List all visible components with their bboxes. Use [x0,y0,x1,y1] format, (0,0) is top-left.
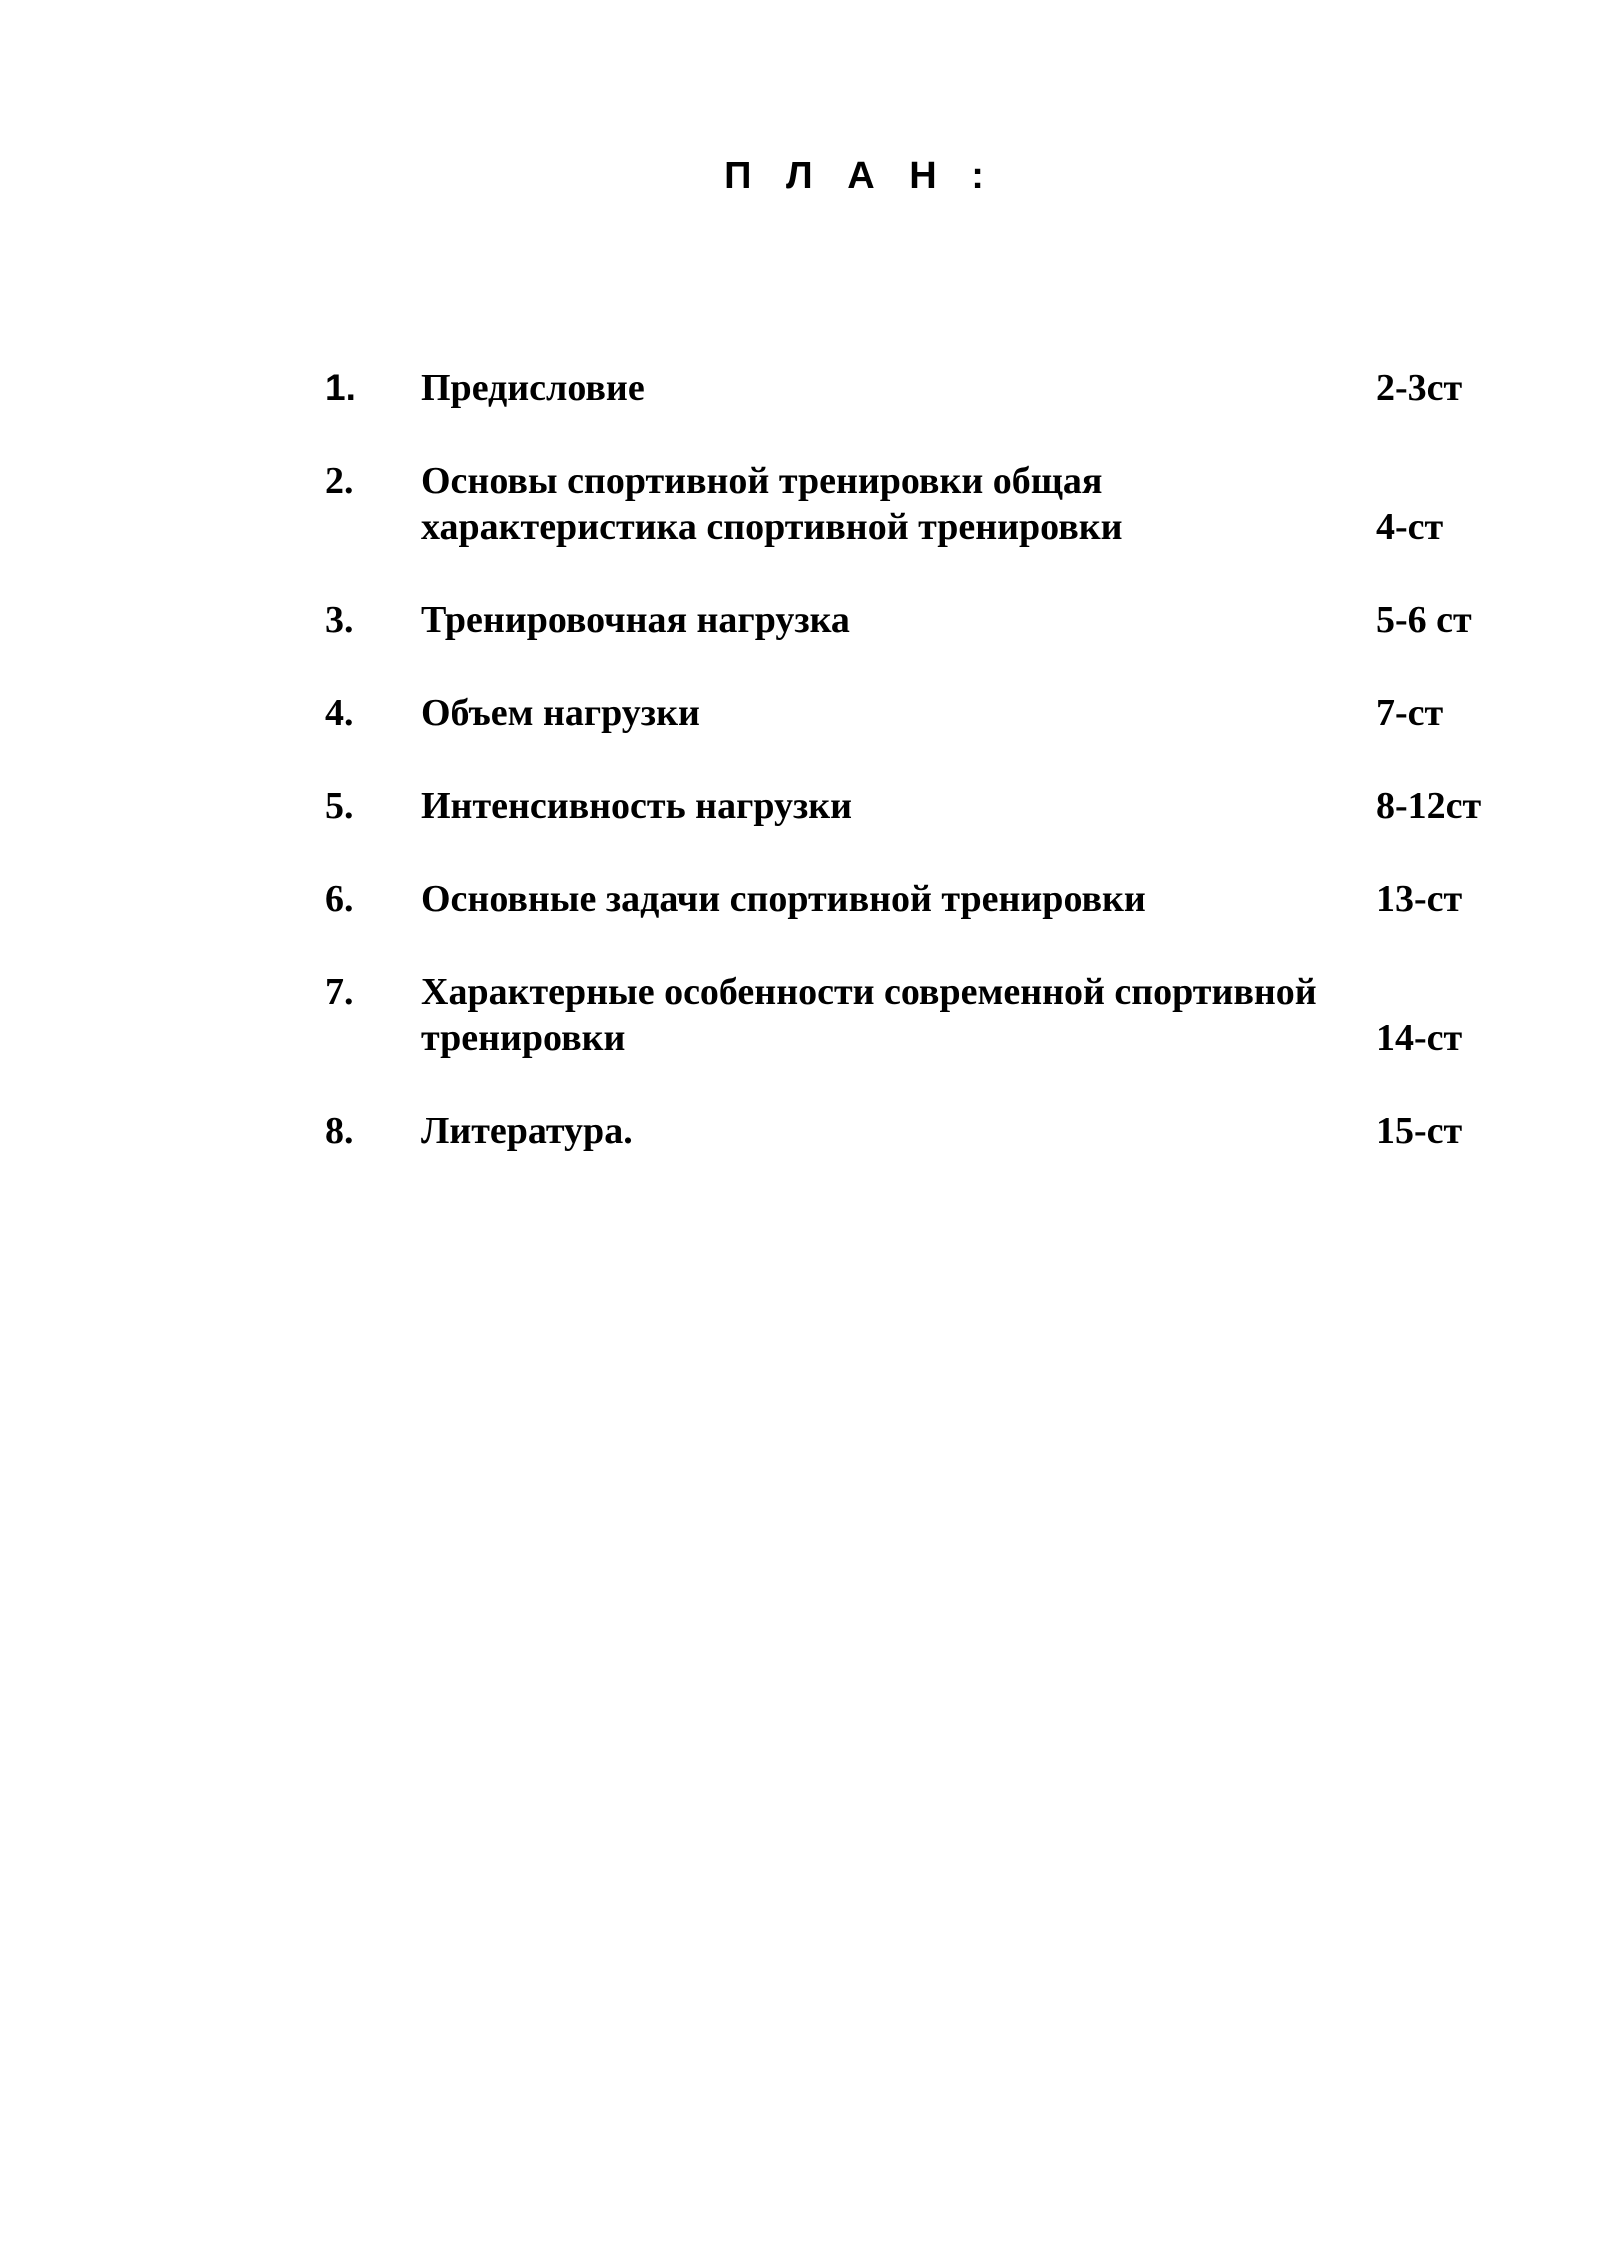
page-title: П Л А Н : [724,155,996,197]
toc-item-title-line: Тренировочная нагрузка [421,599,850,641]
toc-item-number: 8. [325,1110,354,1152]
toc-item-title [421,1108,1381,1154]
toc-item-page: 5-6 ст [1376,599,1472,641]
toc-item-title-line: Объем нагрузки [421,692,700,734]
toc-item-page: 2-3ст [1376,367,1463,409]
toc-item-number: 5. [325,785,354,827]
toc-item-title [421,458,1381,550]
toc-item-title-line: Основы спортивной тренировки общая [421,460,1103,502]
toc-item-title [421,783,1381,829]
toc-item-page: 14-ст [1376,1017,1463,1059]
toc-item-number: 2. [325,460,354,502]
toc-item-number: 6. [325,878,354,920]
toc-item-number: 4. [325,692,354,734]
toc-item-title-line: Основные задачи спортивной тренировки [421,878,1146,920]
toc-item-page: 13-ст [1376,878,1463,920]
toc-item-page: 8-12ст [1376,785,1482,827]
toc-item-number: 7. [325,971,354,1013]
toc-item-title [421,597,1381,643]
toc-item-title-line: Предисловие [421,367,645,409]
toc-item-title-line: характеристика спортивной тренировки [421,506,1123,548]
toc-item-title [421,969,1381,1061]
toc-item-title-line: тренировки [421,1017,626,1059]
toc-item-title [421,690,1381,736]
toc-item-title-line: Интенсивность нагрузки [421,785,853,827]
toc-item-page: 15-ст [1376,1110,1463,1152]
toc-item-page: 4-ст [1376,506,1444,548]
toc-item-title-line: Характерные особенности современной спортивной [421,971,1317,1013]
toc-item-title [421,365,1381,411]
toc-item-number: 1. [325,367,356,408]
toc-item-title-line: Литература. [421,1110,633,1152]
toc-item-number: 3. [325,599,354,641]
toc-item-page: 7-ст [1376,692,1444,734]
toc-item-title [421,876,1381,922]
